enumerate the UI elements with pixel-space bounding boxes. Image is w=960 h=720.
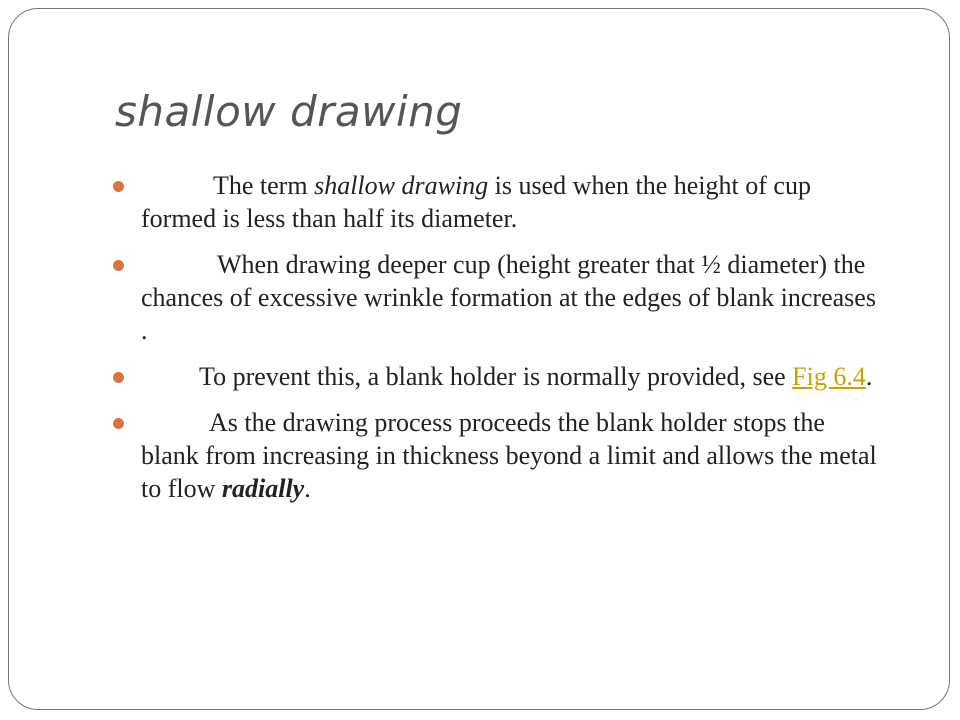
bullet-text: . — [304, 474, 311, 503]
bullet-dot-icon — [113, 418, 124, 429]
bullet-list — [109, 169, 879, 518]
slide-title: shallow drawing — [115, 87, 463, 136]
bullet-text: To prevent this, a blank holder is normally provided, see — [199, 362, 793, 391]
bullet-item-radial-flow — [109, 406, 879, 505]
bold-italic-term: radially — [221, 474, 305, 503]
bullet-item-blank-holder — [109, 360, 879, 393]
slide-frame — [8, 8, 950, 710]
bullet-dot-icon — [113, 181, 124, 192]
bullet-item-deeper-cup — [109, 248, 879, 347]
bullet-dot-icon — [113, 372, 124, 383]
bullet-text: As the drawing process proceeds the blank holder stops the blank from increasing in thickness beyond a limit and allows the metal to flow — [141, 408, 877, 503]
fig-6-4-link[interactable]: Fig 6.4 — [792, 362, 866, 391]
bullet-text: The term — [213, 171, 315, 200]
bullet-text: When drawing deeper cup (height greater that ½ diameter) the chances of excessive wrinkle formation at the edges of blank increases . — [141, 250, 876, 345]
bullet-text: . — [865, 362, 873, 391]
bullet-text: is used when the height of cup formed is less than half its diameter. — [141, 171, 811, 233]
bullet-dot-icon — [113, 260, 124, 271]
italic-term: shallow drawing — [314, 171, 489, 200]
bullet-item-shallow-drawing-definition — [109, 169, 879, 235]
